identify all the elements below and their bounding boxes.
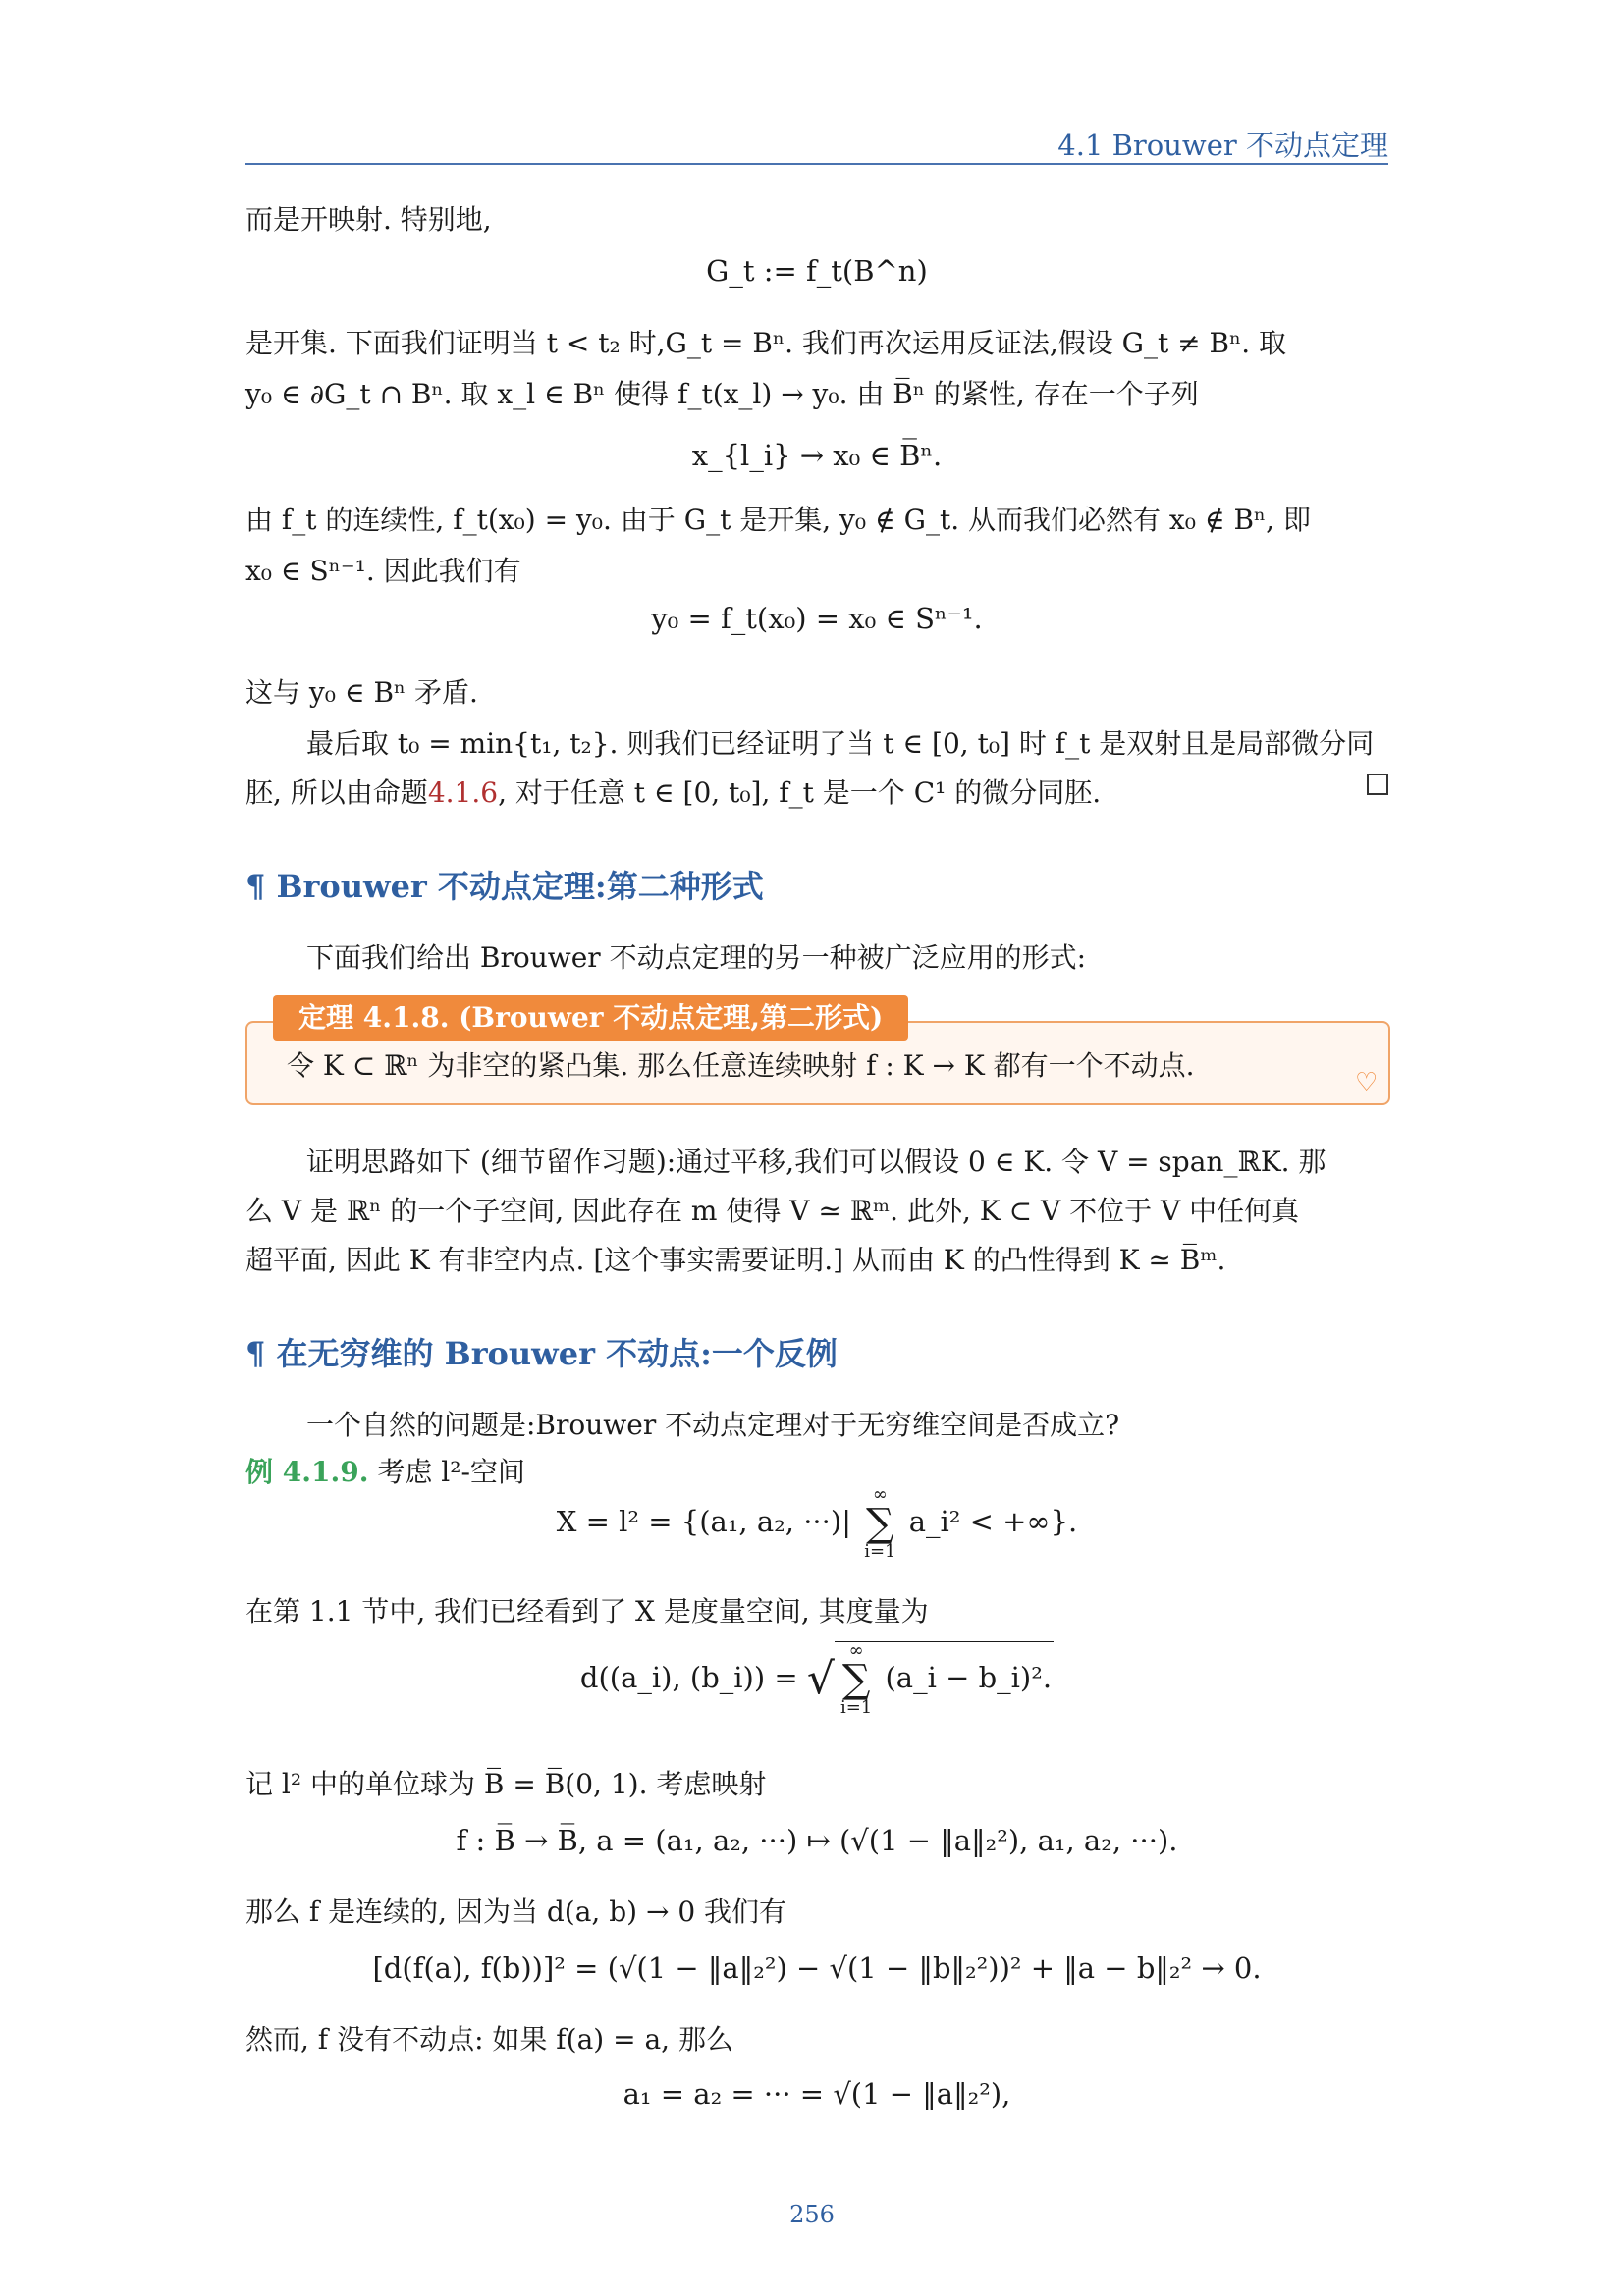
equation-metric: d((a_i), (b_i)) = √∞ ∑ i=1 (a_i − b_i)².	[579, 1640, 1053, 1718]
text-line: 这与 y₀ ∈ Bⁿ 矛盾.	[245, 676, 478, 709]
equation-map: f : B̅ → B̅, a = (a₁, a₂, ···) ↦ (√(1 − ‖a‖₂²), a₁, a₂, ···).	[456, 1824, 1178, 1857]
equation-continuity: [d(f(a), f(b))]² = (√(1 − ‖a‖₂²) − √(1 − ‖b‖₂²))² + ‖a − b‖₂² → 0.	[372, 1951, 1262, 1985]
text-line: 在第 1.1 节中, 我们已经看到了 X 是度量空间, 其度量为	[245, 1595, 929, 1628]
section-heading: ¶ 在无穷维的 Brouwer 不动点:一个反例	[245, 1335, 838, 1372]
equation-part: a_i² < +∞}.	[908, 1505, 1078, 1538]
heart-icon: ♡	[1355, 1068, 1379, 1097]
text-segment: 胚, 所以由命题	[245, 776, 428, 809]
text-line	[245, 770, 1388, 817]
theorem-title: 定理 4.1.8. (Brouwer 不动点定理,第二形式)	[273, 995, 908, 1041]
text-line: 下面我们给出 Brouwer 不动点定理的另一种被广泛应用的形式:	[306, 941, 1087, 974]
text-line: 而是开映射. 特别地,	[245, 203, 492, 236]
sum-lower: i=1	[839, 1697, 873, 1718]
equation-y0: y₀ = f_t(x₀) = x₀ ∈ Sⁿ⁻¹.	[651, 602, 983, 635]
summation: ∞ ∑ i=1	[864, 1484, 896, 1562]
example-label: 例 4.1.9.	[245, 1456, 369, 1488]
equation-fixed-point: a₁ = a₂ = ··· = √(1 − ‖a‖₂²),	[623, 2077, 1011, 2110]
equation-l2-space	[245, 1486, 1388, 1561]
text-line: 么 V 是 ℝⁿ 的一个子空间, 因此存在 m 使得 V ≃ ℝᵐ. 此外, K ⊂ V 不位于 V 中任何真	[245, 1195, 1300, 1227]
text-line: 一个自然的问题是:Brouwer 不动点定理对于无穷维空间是否成立?	[306, 1409, 1120, 1441]
text-line: y₀ ∈ ∂G_t ∩ Bⁿ. 取 x_l ∈ Bⁿ 使得 f_t(x_l) → y₀. 由 B̅ⁿ 的紧性, 存在一个子列	[245, 378, 1199, 410]
text-line: 由 f_t 的连续性, f_t(x₀) = y₀. 由于 G_t 是开集, y₀ ∉ G_t. 从而我们必然有 x₀ ∉ Bⁿ, 即	[245, 504, 1311, 536]
text-line: x₀ ∈ Sⁿ⁻¹. 因此我们有	[245, 555, 521, 587]
text-line: 那么 f 是连续的, 因为当 d(a, b) → 0 我们有	[245, 1896, 787, 1928]
text-segment: 考虑 l²-空间	[377, 1456, 525, 1488]
text-segment: , 对于任意 t ∈ [0, t₀], f_t 是一个 C¹ 的微分同胚.	[498, 776, 1102, 809]
equation-part: d((a_i), (b_i)) =	[579, 1661, 798, 1694]
text-line: 记 l² 中的单位球为 B̅ = B̅(0, 1). 考虑映射	[245, 1768, 767, 1800]
text-line: 最后取 t₀ = min{t₁, t₂}. 则我们已经证明了当 t ∈ [0, t₀] 时 f_t 是双射且是局部微分同	[306, 727, 1375, 760]
theorem-body: 令 K ⊂ ℝⁿ 为非空的紧凸集. 那么任意连续映射 f : K → K 都有一个不动点.	[287, 1049, 1195, 1082]
header-rule	[245, 163, 1388, 165]
sum-upper: ∞	[848, 1640, 864, 1661]
text-line: 是开集. 下面我们证明当 t < t₂ 时,G_t = Bⁿ. 我们再次运用反证法,假设 G_t ≠ Bⁿ. 取	[245, 327, 1287, 359]
section-heading: ¶ Brouwer 不动点定理:第二种形式	[245, 868, 764, 905]
equation-part: (a_i − b_i)².	[885, 1661, 1053, 1694]
equation-gt: G_t := f_t(B^n)	[706, 254, 928, 288]
proposition-ref-link[interactable]: 4.1.6	[427, 776, 499, 809]
equation-subsequence: x_{l_i} → x₀ ∈ B̅ⁿ.	[691, 439, 943, 472]
sum-upper: ∞	[872, 1484, 888, 1505]
running-header: 4.1 Brouwer 不动点定理	[1057, 129, 1388, 162]
sum-lower: i=1	[864, 1541, 896, 1562]
page-number: 256	[789, 2201, 835, 2228]
text-line: 超平面, 因此 K 有非空内点. [这个事实需要证明.] 从而由 K 的凸性得到 K ≃ B̅ᵐ.	[245, 1244, 1226, 1276]
summation: ∞ ∑ i=1	[839, 1640, 873, 1718]
text-line: 然而, f 没有不动点: 如果 f(a) = a, 那么	[245, 2023, 733, 2056]
text-line: 证明思路如下 (细节留作习题):通过平移,我们可以假设 0 ∈ K. 令 V = span_ℝK. 那	[306, 1146, 1326, 1178]
qed-square-icon	[1367, 774, 1388, 795]
equation-part: X = l² = {(a₁, a₂, ···)|	[556, 1505, 851, 1538]
